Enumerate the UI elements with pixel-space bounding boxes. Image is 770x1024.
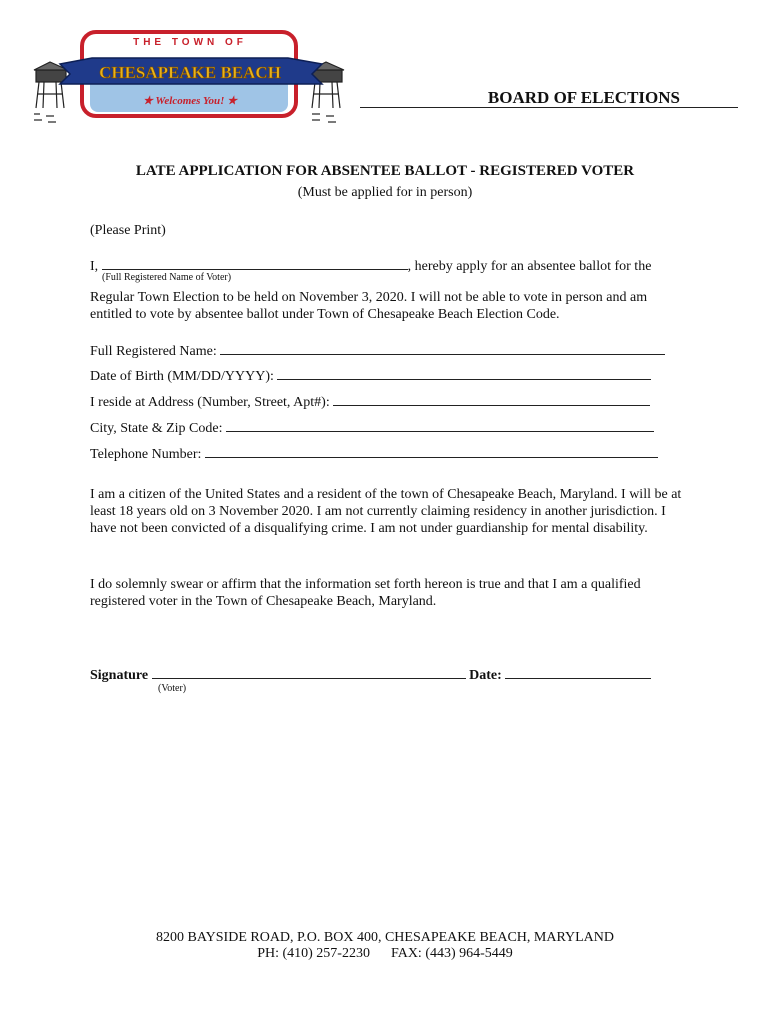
city-state-zip-blank[interactable] xyxy=(226,418,654,432)
form-subtitle: (Must be applied for in person) xyxy=(297,185,473,200)
footer-address: 8200 BAYSIDE ROAD, P.O. BOX 400, CHESAPEAKE BEACH, MARYLAND xyxy=(155,930,615,945)
left-tower-icon xyxy=(34,62,68,122)
citizenship-paragraph: I am a citizen of the United States and a resident of the town of Chesapeake Beach, Maryland. I will be at least 18 years old on 3 November 2020. I am not currently claiming residency in another jurisdiction. I have not been convicted of a disqualifying crime. I am not under guardianship for mental disability. xyxy=(90,487,682,536)
signature-blank[interactable] xyxy=(152,665,466,679)
oath-paragraph: I do solemnly swear or affirm that the information set forth hereon is true and that I am a qualified registered voter in the Town of Chesapeake Beach, Maryland. xyxy=(90,577,641,609)
logo-line2: CHESAPEAKE BEACH xyxy=(99,63,281,82)
field-city-state-zip xyxy=(90,418,654,437)
date-blank[interactable] xyxy=(505,665,651,679)
full-name-blank[interactable] xyxy=(220,341,665,355)
field-address xyxy=(90,392,650,411)
field-label: I reside at Address (Number, Street, Apt#): xyxy=(90,395,330,410)
telephone-blank[interactable] xyxy=(205,444,658,458)
field-date-of-birth xyxy=(90,366,651,385)
town-logo xyxy=(30,28,360,130)
date-of-birth-blank[interactable] xyxy=(277,366,651,380)
voter-caption: (Voter) xyxy=(158,683,187,694)
signature-label: Signature xyxy=(90,668,149,683)
address-blank[interactable] xyxy=(333,392,650,406)
field-label: Full Registered Name: xyxy=(90,344,217,359)
board-title: BOARD OF ELECTIONS xyxy=(487,88,680,107)
voter-name-caption: (Full Registered Name of Voter) xyxy=(102,272,232,283)
please-print-note: (Please Print) xyxy=(90,223,166,238)
field-telephone xyxy=(90,444,658,463)
signature-row xyxy=(90,665,651,684)
field-label: Telephone Number: xyxy=(90,447,202,462)
election-paragraph: Regular Town Election to be held on November 3, 2020. I will not be able to vote in person and am entitled to vote by absentee ballot under Town of Chesapeake Beach Election Code. xyxy=(90,290,648,322)
logo-line1: THE TOWN OF xyxy=(133,37,247,48)
field-label: Date of Birth (MM/DD/YYYY): xyxy=(90,369,274,384)
voter-name-blank[interactable] xyxy=(102,256,408,270)
apply-suffix: , hereby apply for an absentee ballot for the xyxy=(407,259,652,274)
i-prefix: I, xyxy=(90,259,99,274)
field-label: City, State & Zip Code: xyxy=(90,421,223,436)
date-label: Date: xyxy=(469,668,502,683)
logo-line3: ★ Welcomes You! ★ xyxy=(143,95,237,107)
field-full-name xyxy=(90,341,665,360)
footer-phone: PH: (410) 257-2230 FAX: (443) 964-5449 xyxy=(257,946,513,961)
form-title: LATE APPLICATION FOR ABSENTEE BALLOT - REGISTERED VOTER xyxy=(135,163,635,179)
